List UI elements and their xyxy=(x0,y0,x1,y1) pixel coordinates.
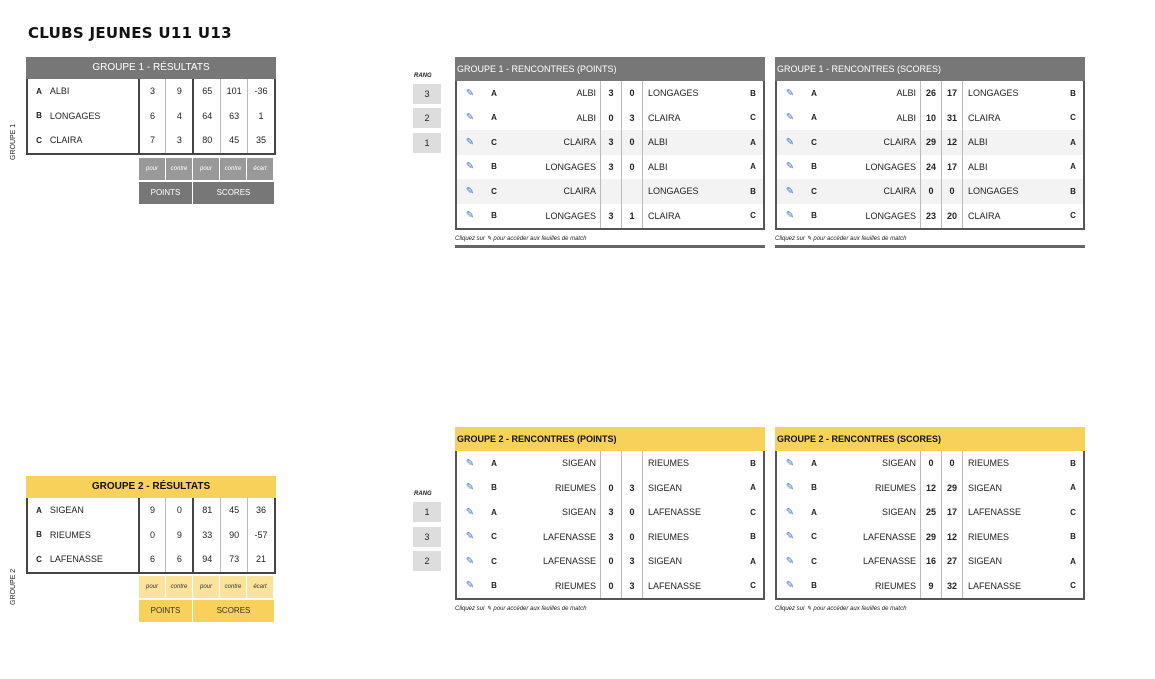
pencil-icon[interactable]: ✎ xyxy=(785,457,795,469)
pencil-icon[interactable]: ✎ xyxy=(465,87,475,99)
sub-label: contre xyxy=(166,576,192,598)
pencil-icon[interactable]: ✎ xyxy=(785,185,795,197)
match-row xyxy=(457,451,763,476)
cell-lb: A xyxy=(1070,137,1076,147)
cell-home: LAFENASSE xyxy=(862,556,916,567)
score-diff: 36 xyxy=(256,505,267,516)
cell-la: B xyxy=(811,581,817,591)
cell-home: RIEUMES xyxy=(874,580,916,591)
match-row xyxy=(777,204,1083,229)
cell-la: C xyxy=(811,186,817,196)
team-name: RIEUMES xyxy=(49,529,91,540)
team-letter: C xyxy=(36,554,42,564)
results-table-group-2 xyxy=(26,476,276,574)
cell-lb: A xyxy=(750,137,756,147)
cell-sa: 12 xyxy=(946,531,957,542)
match-row xyxy=(777,106,1083,131)
matches-scores-group-1 xyxy=(775,57,1085,248)
results-title: GROUPE 2 - RÉSULTATS xyxy=(26,476,276,498)
results-footer xyxy=(139,182,275,204)
matches-title: GROUPE 1 - RENCONTRES (SCORES) xyxy=(775,57,1085,81)
team-name: LAFENASSE xyxy=(49,554,103,565)
cell-home: RIEUMES xyxy=(554,580,596,591)
cell-la: A xyxy=(811,507,817,517)
pencil-icon[interactable]: ✎ xyxy=(465,457,475,469)
points-for: 7 xyxy=(149,135,155,146)
cell-away: LONGAGES xyxy=(648,186,699,197)
cell-sh: 0 xyxy=(608,556,614,567)
pencil-icon[interactable]: ✎ xyxy=(465,482,475,494)
pencil-icon[interactable]: ✎ xyxy=(465,210,475,222)
cell-la: A xyxy=(491,507,497,517)
results-title: GROUPE 1 - RÉSULTATS xyxy=(26,57,276,79)
cell-la: B xyxy=(491,483,497,493)
score-for: 80 xyxy=(202,135,213,146)
cell-lb: C xyxy=(1070,211,1076,221)
cell-home: LONGAGES xyxy=(545,161,596,172)
score-against: 63 xyxy=(229,110,240,121)
sub-label: contre xyxy=(220,158,246,180)
score-diff: 35 xyxy=(256,135,267,146)
cell-sh: 3 xyxy=(608,507,614,518)
cell-sh: 24 xyxy=(925,161,936,172)
cell-sa: 29 xyxy=(946,482,957,493)
cell-home: LONGAGES xyxy=(865,210,916,221)
score-against: 101 xyxy=(226,86,242,97)
cell-home: ALBI xyxy=(896,112,916,123)
sub-label: pour xyxy=(193,158,219,180)
team-letter: A xyxy=(36,86,42,96)
group-side-label: GROUPE 1 xyxy=(10,123,17,160)
cell-lb: C xyxy=(750,211,756,221)
results-sub-header xyxy=(139,158,274,180)
cell-sa: 12 xyxy=(946,137,957,148)
team-name: CLAIRA xyxy=(49,135,83,146)
match-row xyxy=(777,81,1083,106)
match-sheet-note: Cliquez sur ✎ pour accéder aux feuilles de match xyxy=(455,230,765,248)
cell-home: CLAIRA xyxy=(883,137,916,148)
cell-la: C xyxy=(491,186,497,196)
cell-home: LONGAGES xyxy=(545,210,596,221)
match-row xyxy=(777,179,1083,204)
match-row xyxy=(777,525,1083,550)
cell-home: RIEUMES xyxy=(554,482,596,493)
match-row xyxy=(777,155,1083,180)
score-against: 73 xyxy=(229,554,240,565)
cell-home: ALBI xyxy=(896,88,916,99)
points-for: 3 xyxy=(149,86,155,97)
cell-lb: A xyxy=(1070,162,1076,172)
rang-value: 2 xyxy=(413,108,441,128)
pencil-icon[interactable]: ✎ xyxy=(785,161,795,173)
team-name: ALBI xyxy=(49,86,70,97)
cell-away: SIGEAN xyxy=(648,482,683,493)
match-row xyxy=(457,81,763,106)
cell-la: B xyxy=(491,211,497,221)
cell-away: ALBI xyxy=(968,137,988,148)
score-diff: -36 xyxy=(254,86,268,97)
cell-sh: 3 xyxy=(608,137,614,148)
cell-la: C xyxy=(811,532,817,542)
cell-sh: 29 xyxy=(925,137,936,148)
rang-value: 2 xyxy=(413,551,441,571)
score-for: 94 xyxy=(202,554,213,565)
cell-home: LAFENASSE xyxy=(542,531,596,542)
points-label: POINTS xyxy=(139,182,192,204)
cell-sh: 12 xyxy=(925,482,936,493)
cell-la: C xyxy=(491,556,497,566)
score-for: 81 xyxy=(202,505,213,516)
cell-away: LAFENASSE xyxy=(968,580,1022,591)
sub-label: écart xyxy=(247,158,273,180)
cell-away: SIGEAN xyxy=(648,556,683,567)
cell-home: LAFENASSE xyxy=(542,556,596,567)
cell-sh: 26 xyxy=(925,88,936,99)
cell-la: A xyxy=(491,458,497,468)
cell-lb: C xyxy=(1070,507,1076,517)
score-for: 65 xyxy=(202,86,213,97)
cell-away: LAFENASSE xyxy=(648,507,702,518)
cell-away: SIGEAN xyxy=(968,556,1003,567)
match-row xyxy=(777,574,1083,599)
column-divider xyxy=(600,179,601,204)
sub-label: pour xyxy=(193,576,219,598)
points-label: POINTS xyxy=(139,600,192,622)
rang-value: 3 xyxy=(413,527,441,547)
cell-away: CLAIRA xyxy=(968,112,1001,123)
cell-home: LONGAGES xyxy=(865,161,916,172)
match-row xyxy=(457,500,763,525)
cell-sa: 17 xyxy=(946,161,957,172)
cell-la: A xyxy=(811,88,817,98)
cell-home: CLAIRA xyxy=(883,186,916,197)
cell-lb: C xyxy=(750,507,756,517)
cell-sh: 16 xyxy=(925,556,936,567)
cell-la: A xyxy=(491,113,497,123)
cell-sh: 3 xyxy=(608,88,614,99)
matches-scores-group-2 xyxy=(775,427,1085,618)
cell-home: SIGEAN xyxy=(561,507,596,518)
column-divider xyxy=(621,451,622,476)
rang-value: 1 xyxy=(413,502,441,522)
points-against: 4 xyxy=(176,110,182,121)
cell-sa: 1 xyxy=(629,210,635,221)
results-footer xyxy=(139,600,275,622)
cell-sa: 0 xyxy=(629,88,635,99)
cell-away: LONGAGES xyxy=(968,186,1019,197)
points-against: 3 xyxy=(176,135,182,146)
match-row xyxy=(457,525,763,550)
cell-la: A xyxy=(811,113,817,123)
cell-lb: B xyxy=(1070,532,1076,542)
cell-lb: A xyxy=(750,483,756,493)
match-sheet-note: Cliquez sur ✎ pour accéder aux feuilles de match xyxy=(775,230,1085,248)
score-against: 45 xyxy=(229,505,240,516)
scores-label: SCORES xyxy=(193,600,274,622)
cell-lb: A xyxy=(1070,556,1076,566)
cell-sa: 31 xyxy=(946,112,957,123)
cell-lb: A xyxy=(750,556,756,566)
cell-away: LAFENASSE xyxy=(968,507,1022,518)
match-row xyxy=(457,106,763,131)
matches-title: GROUPE 1 - RENCONTRES (POINTS) xyxy=(455,57,765,81)
results-row xyxy=(28,523,274,548)
cell-away: RIEUMES xyxy=(648,531,690,542)
pencil-icon[interactable]: ✎ xyxy=(785,555,795,567)
sub-label: contre xyxy=(166,158,192,180)
cell-sh: 0 xyxy=(608,580,614,591)
cell-home: ALBI xyxy=(576,88,596,99)
cell-la: B xyxy=(491,581,497,591)
cell-la: C xyxy=(491,137,497,147)
cell-sa: 3 xyxy=(629,112,635,123)
cell-home: SIGEAN xyxy=(561,458,596,469)
sub-label: contre xyxy=(220,576,246,598)
cell-la: B xyxy=(811,162,817,172)
results-row xyxy=(28,547,274,572)
match-row xyxy=(777,500,1083,525)
team-letter: A xyxy=(36,505,42,515)
cell-lb: B xyxy=(1070,458,1076,468)
cell-away: ALBI xyxy=(648,137,668,148)
cell-away: RIEUMES xyxy=(968,531,1010,542)
team-letter: C xyxy=(36,135,42,145)
rang-value: 3 xyxy=(413,84,441,104)
page-title: CLUBS JEUNES U11 U13 xyxy=(28,24,232,42)
score-diff: 1 xyxy=(258,110,264,121)
pencil-icon[interactable]: ✎ xyxy=(785,580,795,592)
sub-label: pour xyxy=(139,576,165,598)
match-row xyxy=(457,155,763,180)
pencil-icon[interactable]: ✎ xyxy=(465,506,475,518)
cell-sa: 17 xyxy=(946,88,957,99)
cell-sa: 17 xyxy=(946,507,957,518)
cell-sh: 29 xyxy=(925,531,936,542)
cell-sh: 10 xyxy=(925,112,936,123)
cell-lb: C xyxy=(1070,581,1076,591)
team-name: LONGAGES xyxy=(49,110,101,121)
team-letter: B xyxy=(36,111,42,121)
points-for: 6 xyxy=(149,554,155,565)
score-against: 45 xyxy=(229,135,240,146)
cell-la: C xyxy=(491,532,497,542)
cell-sa: 0 xyxy=(949,186,955,197)
cell-sh: 25 xyxy=(925,507,936,518)
cell-away: ALBI xyxy=(968,161,988,172)
cell-sh: 3 xyxy=(608,531,614,542)
cell-sa: 0 xyxy=(629,161,635,172)
cell-sh: 9 xyxy=(928,580,934,591)
cell-lb: C xyxy=(750,113,756,123)
cell-away: RIEUMES xyxy=(968,458,1010,469)
cell-away: LONGAGES xyxy=(648,88,699,99)
cell-la: A xyxy=(811,458,817,468)
cell-sh: 0 xyxy=(608,482,614,493)
cell-away: RIEUMES xyxy=(648,458,690,469)
cell-sa: 3 xyxy=(629,580,635,591)
matches-points-group-2 xyxy=(455,427,765,618)
match-sheet-note: Cliquez sur ✎ pour accéder aux feuilles de match xyxy=(775,606,907,612)
pencil-icon[interactable]: ✎ xyxy=(465,555,475,567)
match-row xyxy=(457,574,763,599)
cell-sh: 0 xyxy=(928,458,934,469)
pencil-icon[interactable]: ✎ xyxy=(785,136,795,148)
cell-lb: C xyxy=(1070,113,1076,123)
score-diff: 21 xyxy=(256,554,267,565)
cell-la: A xyxy=(491,88,497,98)
team-letter: B xyxy=(36,530,42,540)
cell-sh: 0 xyxy=(608,112,614,123)
cell-la: C xyxy=(811,556,817,566)
match-row xyxy=(777,476,1083,501)
sub-label: écart xyxy=(247,576,273,598)
cell-home: CLAIRA xyxy=(563,186,596,197)
pencil-icon[interactable]: ✎ xyxy=(465,185,475,197)
pencil-icon[interactable]: ✎ xyxy=(465,161,475,173)
cell-lb: B xyxy=(750,88,756,98)
cell-home: LAFENASSE xyxy=(862,531,916,542)
cell-sa: 3 xyxy=(629,482,635,493)
match-row xyxy=(457,179,763,204)
pencil-icon[interactable]: ✎ xyxy=(465,136,475,148)
match-row xyxy=(457,476,763,501)
cell-lb: B xyxy=(750,458,756,468)
cell-sa: 0 xyxy=(629,507,635,518)
cell-sa: 0 xyxy=(629,531,635,542)
cell-away: LONGAGES xyxy=(968,88,1019,99)
cell-home: CLAIRA xyxy=(563,137,596,148)
results-row xyxy=(28,104,274,129)
cell-home: RIEUMES xyxy=(874,482,916,493)
scores-label: SCORES xyxy=(193,182,274,204)
cell-sh: 0 xyxy=(928,186,934,197)
match-row xyxy=(457,204,763,229)
cell-away: SIGEAN xyxy=(968,482,1003,493)
pencil-icon[interactable]: ✎ xyxy=(785,531,795,543)
match-row xyxy=(457,130,763,155)
pencil-icon[interactable]: ✎ xyxy=(465,580,475,592)
matches-title: GROUPE 2 - RENCONTRES (POINTS) xyxy=(455,427,765,451)
match-row xyxy=(777,130,1083,155)
cell-sa: 20 xyxy=(946,210,957,221)
rang-label: RANG xyxy=(414,73,432,79)
pencil-icon[interactable]: ✎ xyxy=(785,506,795,518)
cell-sa: 32 xyxy=(946,580,957,591)
pencil-icon[interactable]: ✎ xyxy=(785,210,795,222)
results-row xyxy=(28,79,274,104)
match-row xyxy=(457,549,763,574)
pencil-icon[interactable]: ✎ xyxy=(465,112,475,124)
cell-lb: C xyxy=(750,581,756,591)
cell-sa: 0 xyxy=(949,458,955,469)
score-for: 64 xyxy=(202,110,213,121)
cell-home: SIGEAN xyxy=(881,507,916,518)
results-row xyxy=(28,498,274,523)
match-sheet-note: Cliquez sur ✎ pour accéder aux feuilles de match xyxy=(455,606,587,612)
cell-la: B xyxy=(811,483,817,493)
results-sub-header xyxy=(139,576,274,598)
cell-lb: A xyxy=(750,162,756,172)
pencil-icon[interactable]: ✎ xyxy=(785,87,795,99)
cell-lb: B xyxy=(750,532,756,542)
points-against: 9 xyxy=(176,86,182,97)
score-against: 90 xyxy=(229,529,240,540)
cell-home: SIGEAN xyxy=(881,458,916,469)
cell-away: CLAIRA xyxy=(648,112,681,123)
cell-lb: B xyxy=(1070,88,1076,98)
cell-away: LAFENASSE xyxy=(648,580,702,591)
cell-sa: 3 xyxy=(629,556,635,567)
results-row xyxy=(28,128,274,153)
pencil-icon[interactable]: ✎ xyxy=(785,482,795,494)
cell-la: B xyxy=(491,162,497,172)
points-against: 9 xyxy=(176,529,182,540)
cell-la: C xyxy=(811,137,817,147)
cell-sa: 27 xyxy=(946,556,957,567)
matches-points-group-1 xyxy=(455,57,765,248)
column-divider xyxy=(621,179,622,204)
team-name: SIGEAN xyxy=(49,505,84,516)
group-side-label: GROUPE 2 xyxy=(10,568,17,605)
rang-label: RANG xyxy=(414,491,432,497)
cell-sh: 23 xyxy=(925,210,936,221)
score-diff: -57 xyxy=(254,529,268,540)
match-row xyxy=(777,549,1083,574)
matches-title: GROUPE 2 - RENCONTRES (SCORES) xyxy=(775,427,1085,451)
cell-away: ALBI xyxy=(648,161,668,172)
score-for: 33 xyxy=(202,529,213,540)
cell-away: CLAIRA xyxy=(648,210,681,221)
pencil-icon[interactable]: ✎ xyxy=(785,112,795,124)
points-for: 0 xyxy=(149,529,155,540)
cell-sa: 0 xyxy=(629,137,635,148)
points-against: 0 xyxy=(176,505,182,516)
cell-la: B xyxy=(811,211,817,221)
cell-lb: B xyxy=(750,186,756,196)
points-against: 6 xyxy=(176,554,182,565)
points-for: 9 xyxy=(149,505,155,516)
results-table-group-1 xyxy=(26,57,276,155)
sub-label: pour xyxy=(139,158,165,180)
pencil-icon[interactable]: ✎ xyxy=(465,531,475,543)
match-row xyxy=(777,451,1083,476)
cell-lb: B xyxy=(1070,186,1076,196)
cell-sh: 3 xyxy=(608,210,614,221)
column-divider xyxy=(600,451,601,476)
cell-away: CLAIRA xyxy=(968,210,1001,221)
rang-value: 1 xyxy=(413,133,441,153)
points-for: 6 xyxy=(149,110,155,121)
cell-home: ALBI xyxy=(576,112,596,123)
cell-lb: A xyxy=(1070,483,1076,493)
cell-sh: 3 xyxy=(608,161,614,172)
